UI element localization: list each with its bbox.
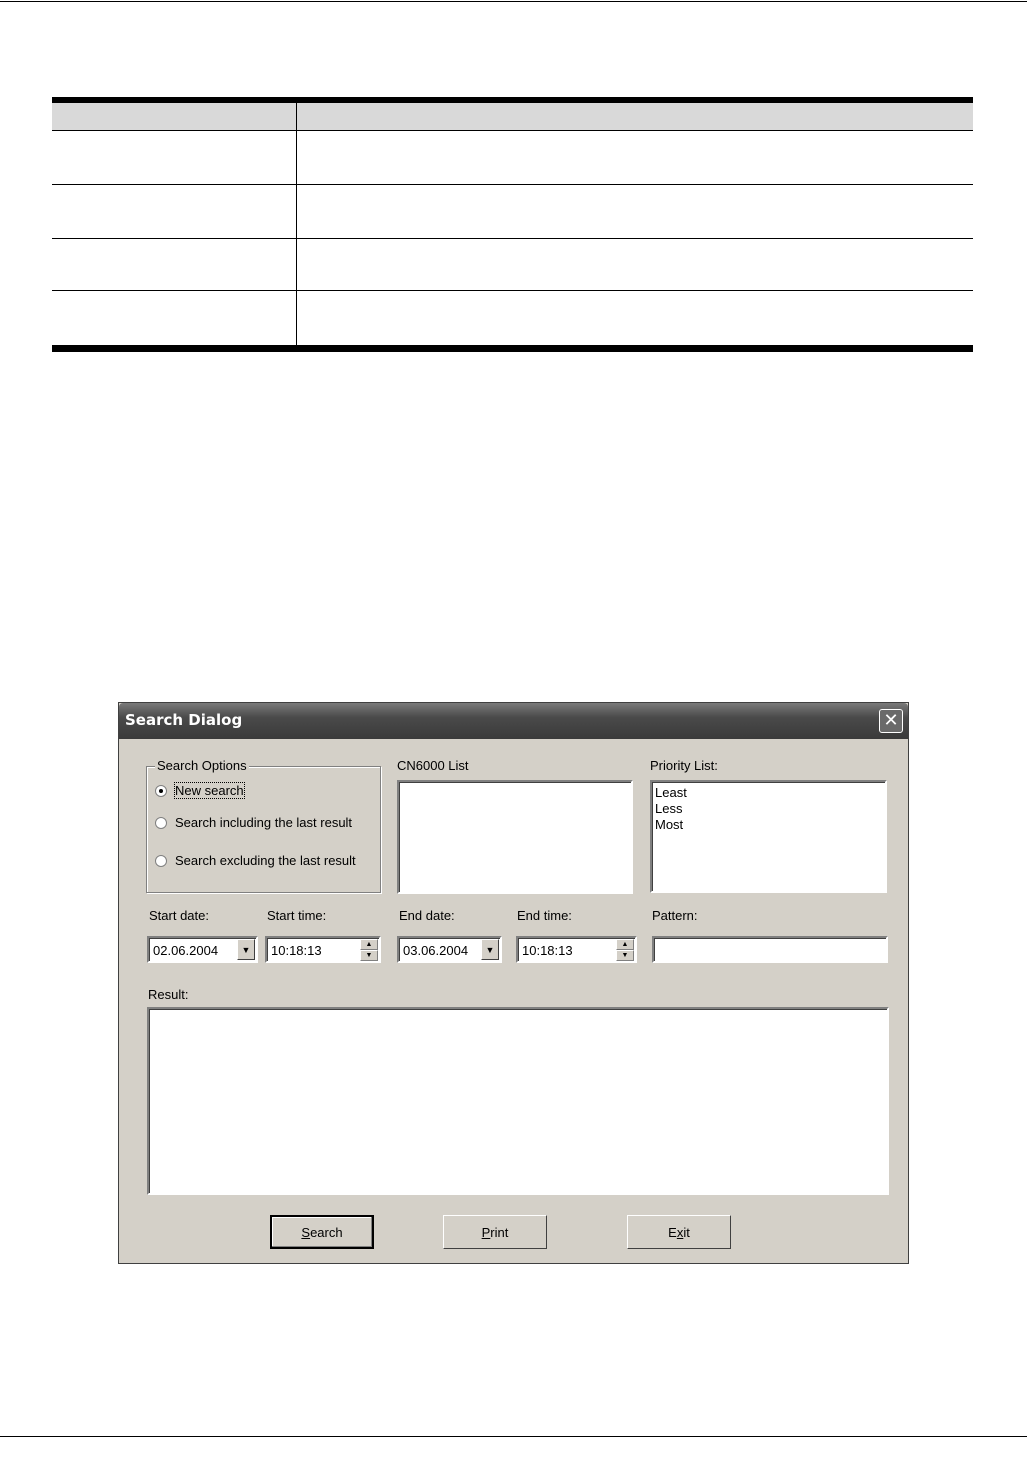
spin-buttons[interactable] [360, 939, 378, 960]
end-date-combobox[interactable] [397, 936, 502, 963]
start-time-value: 10:18:13 [271, 943, 322, 958]
radio-label: Search including the last result [175, 815, 353, 830]
dialog-client-area [119, 739, 908, 1263]
dialog-title: Search Dialog [125, 711, 243, 729]
table-header-row [52, 103, 973, 131]
close-icon[interactable]: ✕ [879, 709, 903, 733]
list-item[interactable]: Less [655, 801, 683, 816]
button-label-post: it [683, 1224, 690, 1240]
search-options-legend: Search Options [157, 758, 247, 773]
top-page-rule [0, 1, 1027, 2]
button-label-post: earch [310, 1224, 343, 1240]
result-label: Result: [148, 987, 189, 1002]
button-mnemonic: S [301, 1224, 311, 1240]
button-mnemonic: P [481, 1224, 491, 1240]
result-textarea[interactable] [147, 1007, 889, 1195]
list-item[interactable]: Least [655, 785, 687, 800]
priority-list-label: Priority List: [650, 758, 718, 773]
table-header-cell [297, 103, 973, 130]
pattern-label: Pattern: [652, 908, 698, 923]
spin-up-icon[interactable]: ▲ [616, 939, 634, 950]
end-date-value: 03.06.2004 [403, 943, 469, 958]
title-bar[interactable] [119, 703, 908, 739]
button-label-pre: E [668, 1224, 677, 1240]
spin-up-icon[interactable]: ▲ [360, 939, 378, 950]
table-header-cell [52, 103, 297, 130]
cn6000-list-label: CN6000 List [397, 758, 469, 773]
radio-icon[interactable] [155, 855, 167, 867]
chevron-down-icon[interactable]: ▼ [481, 939, 499, 960]
bottom-page-rule [0, 1436, 1027, 1437]
table-row [52, 239, 973, 291]
radio-search-excluding[interactable] [155, 853, 356, 868]
spin-down-icon[interactable]: ▼ [616, 950, 634, 961]
table-bottom-rule [52, 346, 973, 352]
table-cell [52, 239, 297, 290]
start-date-combobox[interactable] [147, 936, 258, 963]
exit-button[interactable] [627, 1215, 731, 1249]
start-date-label: Start date: [149, 908, 209, 923]
radio-icon[interactable] [155, 817, 167, 829]
button-label-post: rint [490, 1224, 509, 1240]
table-cell [52, 131, 297, 184]
radio-selected-icon[interactable] [155, 785, 167, 797]
table-cell [297, 239, 973, 290]
table-row [52, 291, 973, 346]
search-button[interactable] [270, 1215, 374, 1249]
priority-listbox[interactable] [650, 780, 887, 893]
end-date-label: End date: [399, 908, 455, 923]
table-cell [297, 131, 973, 184]
table-cell [297, 291, 973, 345]
print-button[interactable] [443, 1215, 547, 1249]
start-time-spinner[interactable] [265, 936, 381, 963]
radio-label: Search excluding the last result [175, 853, 356, 868]
end-time-spinner[interactable] [516, 936, 637, 963]
radio-label: New search [175, 783, 244, 798]
search-dialog [118, 702, 909, 1264]
end-time-value: 10:18:13 [522, 943, 573, 958]
table-cell [297, 185, 973, 238]
table-cell [52, 185, 297, 238]
end-time-label: End time: [517, 908, 572, 923]
spin-buttons[interactable] [616, 939, 634, 960]
search-options-group [146, 758, 381, 893]
table-row [52, 185, 973, 239]
chevron-down-icon[interactable]: ▼ [237, 939, 255, 960]
table-row [52, 131, 973, 185]
start-date-value: 02.06.2004 [153, 943, 219, 958]
table-cell [52, 291, 297, 345]
document-table [52, 97, 973, 352]
list-item[interactable]: Most [655, 817, 684, 832]
spin-down-icon[interactable]: ▼ [360, 950, 378, 961]
radio-search-including[interactable] [155, 815, 352, 830]
button-mnemonic: x [676, 1224, 684, 1240]
start-time-label: Start time: [267, 908, 327, 923]
pattern-input[interactable] [652, 936, 888, 963]
radio-new-search[interactable] [155, 783, 244, 798]
cn6000-listbox[interactable] [397, 780, 633, 894]
